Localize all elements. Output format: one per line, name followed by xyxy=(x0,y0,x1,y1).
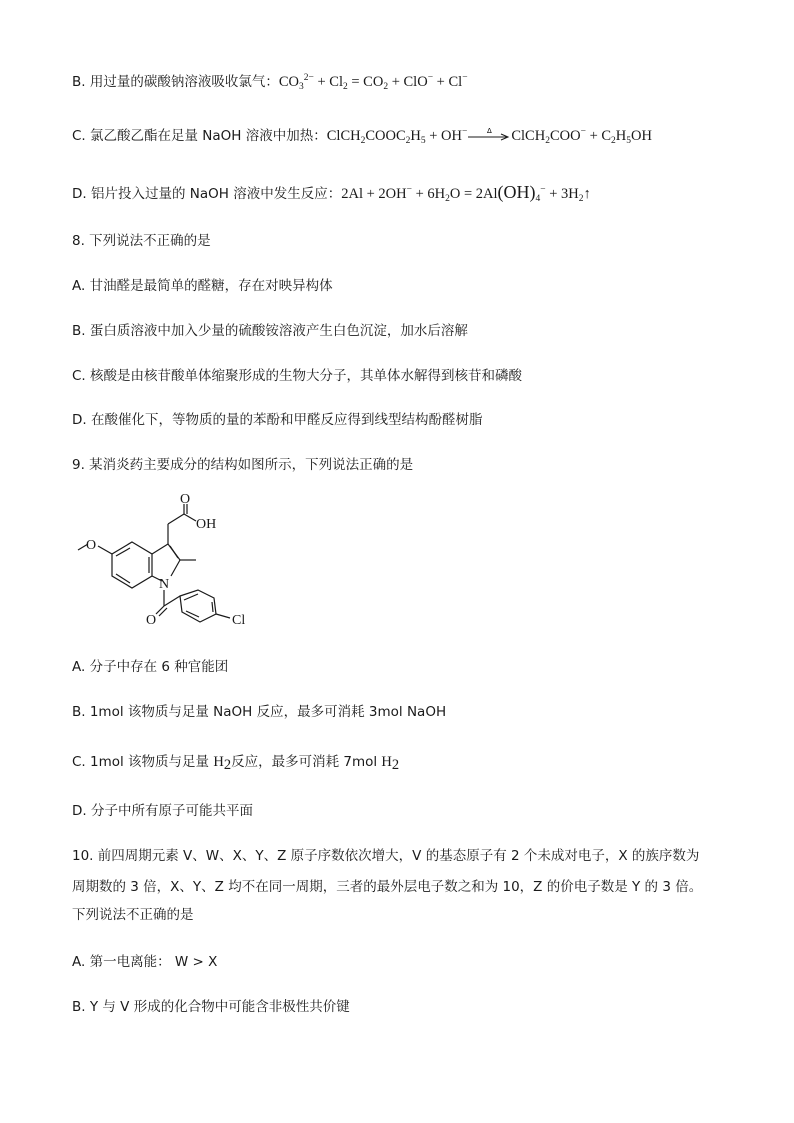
option-9c: C. 1mol 该物质与足量 $H_2$反应，最多可消耗 7mol $H_2$ xyxy=(72,754,400,773)
hydroxyl-label: OH xyxy=(196,517,217,532)
chlorine-label: Cl xyxy=(232,613,246,628)
option-8c: C. 核酸是由核苷酸单体缩聚形成的生物大分子，其单体水解得到核苷和磷酸 xyxy=(72,368,523,384)
option-7b-label: B. 用过量的碳酸钠溶液吸收氯气： xyxy=(72,74,279,90)
methoxy-oxygen-label: O xyxy=(86,538,97,553)
option-10a: A. 第一电离能： W > X xyxy=(72,954,218,970)
option-9d: D. 分子中所有原子可能共平面 xyxy=(72,803,253,819)
option-8b: B. 蛋白质溶液中加入少量的硫酸铵溶液产生白色沉淀，加水后溶解 xyxy=(72,323,468,339)
question-8-stem: 8. 下列说法不正确的是 xyxy=(72,233,211,249)
indomethacin-structure-diagram xyxy=(72,494,272,634)
nitrogen-label: N xyxy=(159,577,170,592)
delta-symbol: Δ xyxy=(487,127,493,135)
option-9a: A. 分子中存在 6 种官能团 xyxy=(72,659,229,675)
question-10-stem-line1: 10. 前四周期元素 V、W、X、Y、Z 原子序数依次增大，V 的基态原子有 2 个未成对电子，X 的族序数为 xyxy=(72,848,700,864)
option-7c-label: C. 氯乙酸乙酯在足量 NaOH 溶液中加热： xyxy=(72,128,327,144)
question-10-stem-line3: 下列说法不正确的是 xyxy=(72,907,194,923)
option-8d: D. 在酸催化下，等物质的量的苯酚和甲醛反应得到线型结构酚醛树脂 xyxy=(72,412,483,428)
equation-7d: $2Al + 2OH^- + 6H_2O = 2Al(OH)_4^-$ + $3H_2↑$ xyxy=(341,182,591,204)
option-9b: B. 1mol 该物质与足量 NaOH 反应，最多可消耗 3mol NaOH xyxy=(72,704,447,720)
question-9-stem: 9. 某消炎药主要成分的结构如图所示，下列说法正确的是 xyxy=(72,457,414,473)
option-10b: B. Y 与 V 形成的化合物中可能含非极性共价键 xyxy=(72,999,350,1015)
amide-oxygen-label: O xyxy=(146,613,157,628)
reaction-arrow-icon xyxy=(467,127,511,141)
carbonyl-oxygen-label: O xyxy=(180,494,191,507)
option-8a: A. 甘油醛是最简单的醛糖，存在对映异构体 xyxy=(72,278,333,294)
molecule-structure xyxy=(72,494,272,638)
equation-7c: $ClCH_2COOC_2H_5 + OH^-$ Δ ClCH$_2$COO− + $C_2H_5OH$ xyxy=(326,127,652,146)
equation-7b: $CO_3^{2-} + Cl_2 = CO_2 + ClO^- + Cl^-$ xyxy=(278,73,468,92)
question-10-stem-line2: 周期数的 3 倍，X、Y、Z 均不在同一周期，三者的最外层电子数之和为 10，Z 的价电子数是 Y 的 3 倍。 xyxy=(72,879,703,895)
option-7d xyxy=(72,182,591,204)
option-7d-label: D. 铝片投入过量的 NaOH 溶液中发生反应： xyxy=(72,186,342,202)
option-7c xyxy=(72,126,652,146)
option-7b xyxy=(72,72,468,92)
